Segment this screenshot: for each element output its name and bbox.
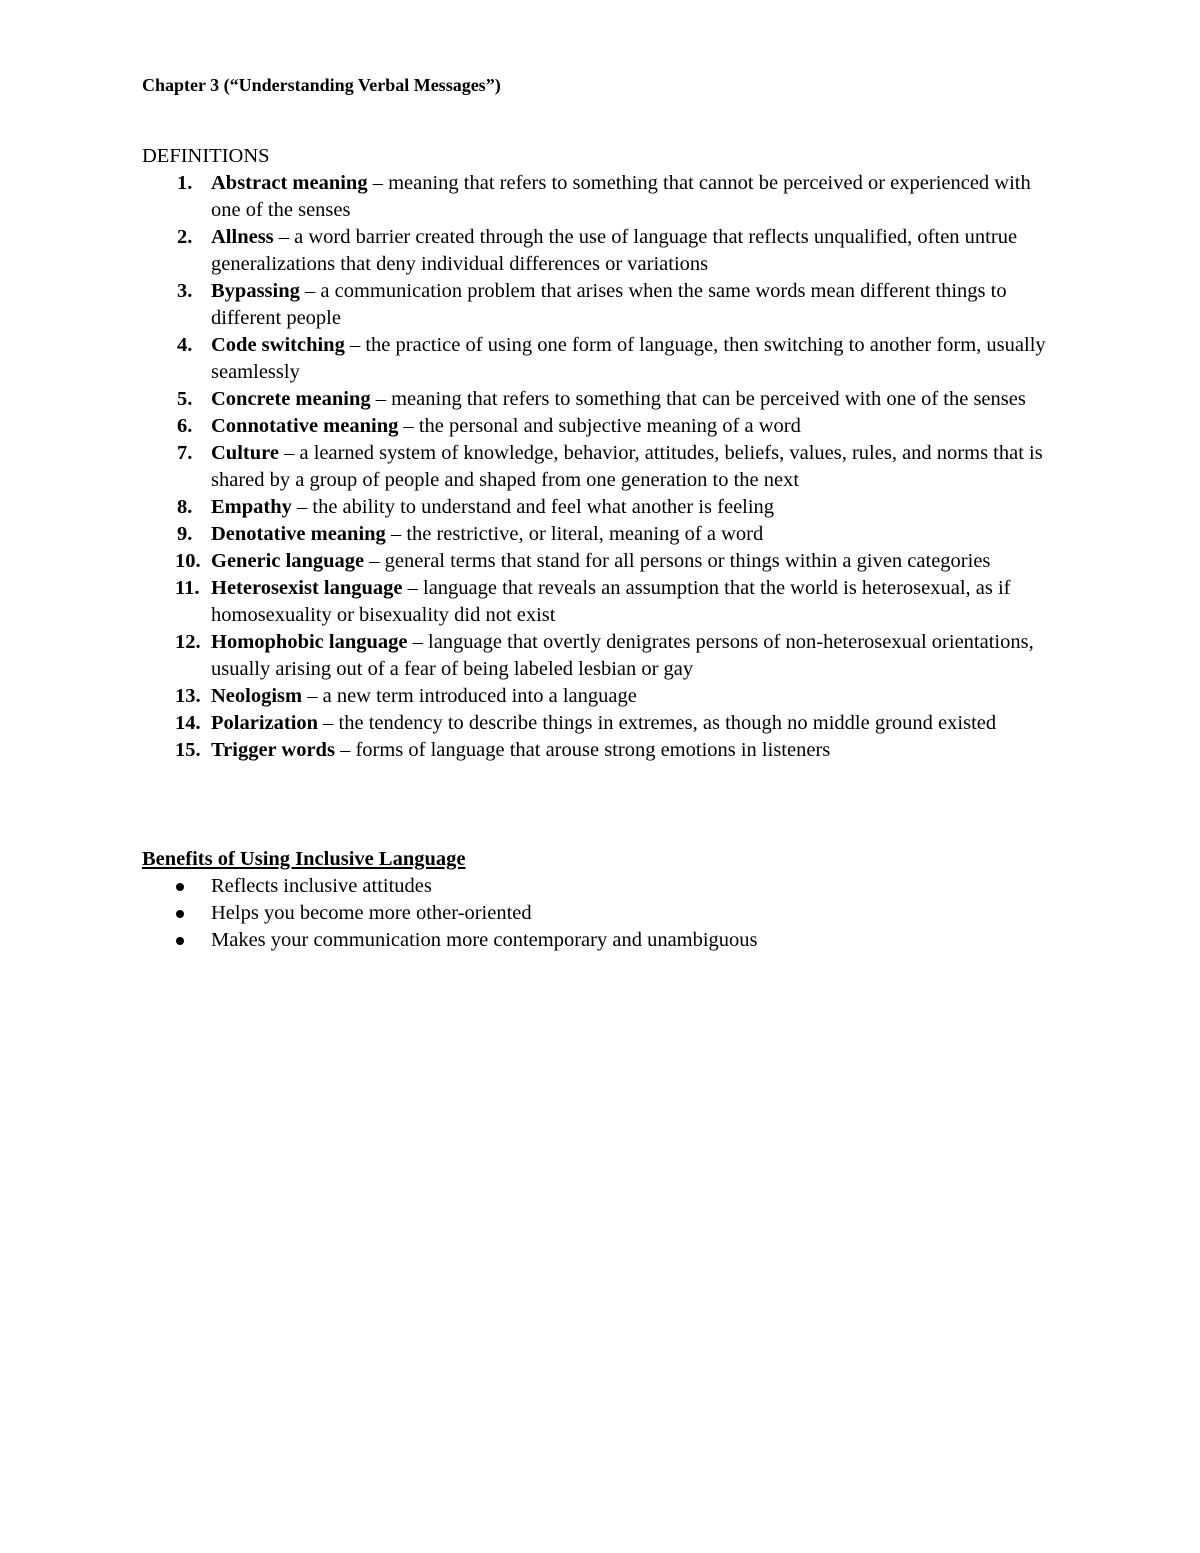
definition-number: 12. [175, 631, 201, 653]
definition-separator: – [278, 442, 300, 464]
definition-number: 15. [175, 739, 201, 761]
definition-number: 11. [175, 577, 200, 599]
definition-term: Heterosexist language [211, 577, 403, 599]
definition-item [142, 710, 1062, 737]
definition-term: Trigger words [211, 739, 335, 761]
benefit-item [142, 873, 1062, 900]
definition-number: 4. [177, 334, 193, 356]
definition-term: Generic language [211, 550, 365, 572]
definition-term: Denotative meaning [211, 523, 386, 545]
definition-separator: – [302, 685, 323, 707]
definition-separator: – [370, 388, 392, 410]
benefit-text: Makes your communication more contemporary and unambiguous [211, 929, 758, 951]
definition-item [142, 548, 1062, 575]
definition-text: a word barrier created through the use of language that reflects unqualified, often untrue generalizations that deny individual differences or variations [211, 226, 1018, 275]
document-title: Chapter 3 (“Understanding Verbal Messages”) [142, 75, 501, 95]
definition-number: 2. [177, 226, 193, 248]
definition-item [142, 737, 1062, 764]
definition-item [142, 440, 1062, 494]
definition-separator: – [318, 712, 339, 734]
definition-text: the personal and subjective meaning of a word [418, 415, 801, 437]
definition-text: language that reveals an assumption that the world is heterosexual, as if homosexuality or bisexuality did not exist [211, 577, 1011, 626]
definition-item [142, 278, 1062, 332]
definition-term: Concrete meaning [211, 388, 371, 410]
bullet-icon [176, 937, 184, 945]
definition-number: 5. [177, 388, 193, 410]
definition-text: a learned system of knowledge, behavior, attitudes, beliefs, values, rules, and norms that is shared by a group of people and shaped from one generation to the next [211, 442, 1043, 491]
definition-term: Connotative meaning [211, 415, 399, 437]
definition-item [142, 683, 1062, 710]
definition-item [142, 629, 1062, 683]
definition-item [142, 575, 1062, 629]
definition-separator: – [273, 226, 295, 248]
definition-text: the ability to understand and feel what another is feeling [312, 496, 775, 518]
benefit-item [142, 900, 1062, 927]
definition-text: the tendency to describe things in extremes, as though no middle ground existed [338, 712, 997, 734]
definition-text: meaning that refers to something that cannot be perceived or experienced with one of the senses [211, 172, 1031, 221]
definition-item [142, 224, 1062, 278]
definition-separator: – [402, 577, 423, 599]
definition-text: meaning that refers to something that can be perceived with one of the senses [391, 388, 1026, 410]
benefit-item [142, 927, 1062, 954]
definition-number: 9. [177, 523, 193, 545]
definition-term: Allness [211, 226, 274, 248]
benefit-text: Reflects inclusive attitudes [211, 875, 432, 897]
definition-separator: – [367, 172, 389, 194]
definition-separator: – [398, 415, 419, 437]
definition-number: 8. [177, 496, 193, 518]
definition-number: 10. [175, 550, 201, 572]
definition-separator: – [385, 523, 407, 545]
bullet-icon [176, 910, 184, 918]
definition-separator: – [344, 334, 366, 356]
definition-item [142, 170, 1062, 224]
definition-item [142, 413, 1062, 440]
definition-number: 1. [177, 172, 193, 194]
definition-number: 7. [177, 442, 193, 464]
definition-term: Abstract meaning [211, 172, 368, 194]
definition-number: 13. [175, 685, 201, 707]
definition-item [142, 386, 1062, 413]
definition-number: 6. [177, 415, 193, 437]
definition-term: Bypassing [211, 280, 300, 302]
definition-separator: – [364, 550, 385, 572]
definition-number: 14. [175, 712, 201, 734]
definition-term: Empathy [211, 496, 292, 518]
definition-item [142, 521, 1062, 548]
benefits-heading: Benefits of Using Inclusive Language [142, 848, 466, 870]
benefit-text: Helps you become more other-oriented [211, 902, 532, 924]
definition-separator: – [407, 631, 428, 653]
definition-number: 3. [177, 280, 193, 302]
definitions-list [142, 170, 1062, 764]
definition-text: general terms that stand for all persons or things within a given categories [384, 550, 991, 572]
definition-term: Neologism [211, 685, 303, 707]
definition-text: forms of language that arouse strong emotions in listeners [355, 739, 831, 761]
definition-term: Code switching [211, 334, 345, 356]
definitions-heading: DEFINITIONS [142, 145, 270, 167]
benefits-list [142, 873, 1062, 954]
definition-separator: – [291, 496, 313, 518]
definition-text: a communication problem that arises when the same words mean different things to different people [211, 280, 1007, 329]
definition-separator: – [334, 739, 356, 761]
definition-separator: – [299, 280, 321, 302]
definition-term: Polarization [211, 712, 319, 734]
definition-term: Culture [211, 442, 279, 464]
definition-item [142, 494, 1062, 521]
definition-text: the practice of using one form of language, then switching to another form, usually seamlessly [211, 334, 1046, 383]
definition-text: the restrictive, or literal, meaning of a word [406, 523, 764, 545]
bullet-icon [176, 883, 184, 891]
definition-text: a new term introduced into a language [322, 685, 637, 707]
definition-text: language that overtly denigrates persons of non-heterosexual orientations, usually arising out of a fear of being labeled lesbian or gay [211, 631, 1034, 680]
definition-term: Homophobic language [211, 631, 408, 653]
definition-item [142, 332, 1062, 386]
